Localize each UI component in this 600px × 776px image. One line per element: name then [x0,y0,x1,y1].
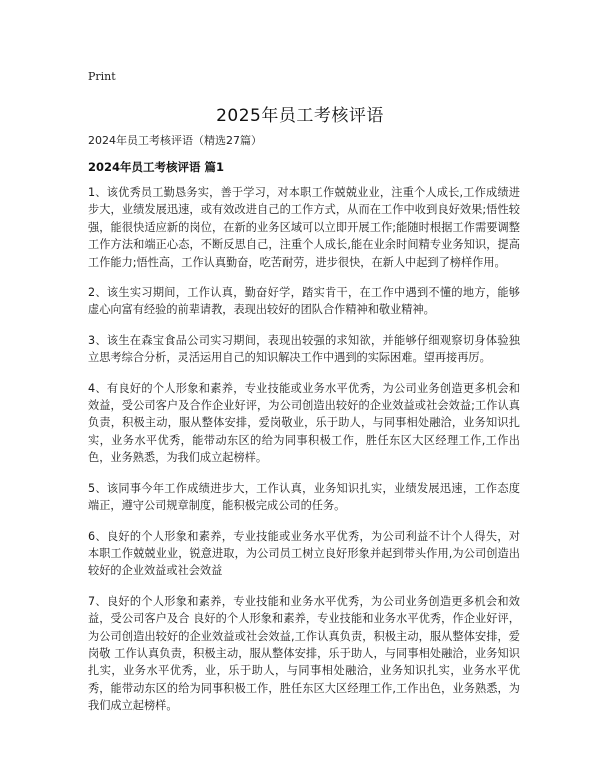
comment-paragraph-6: 6、良好的个人形象和素养，专业技能或业务水平优秀，为公司利益不计个人得失，对本职工作兢兢业业，锐意进取，为公司员工树立良好形象并起到带头作用,为公司创造出较好的企业效益或社会效益 [88,529,520,578]
document-subtitle: 2024年员工考核评语（精选27篇） [88,134,262,147]
page-title: 2025年员工考核评语 [216,106,384,126]
print-label[interactable]: Print [88,70,116,83]
comment-paragraph-1: 1、该优秀员工勤恳务实，善于学习，对本职工作兢兢业业，注重个人成长,工作成绩进步大，业绩发展迅速，或有效改进自己的工作方式，从而在工作中收到良好效果;悟性较强，能很快适应新的岗位，在新的业务区域可以立即开展工作;能随时根据工作需要调整工作方法和端正心态，不断反思自己，注重个人成长,能在业余时间精专业务知识，提高工作能力;悟性高，工作认真勤奋，吃苦耐劳，进步很快，在新人中起到了榜样作用。 [88,186,520,269]
comment-paragraph-3: 3、该生在森宝食品公司实习期间，表现出较强的求知欲，并能够仔细观察切身体验独立思考综合分析，灵活运用自己的知识解决工作中遇到的实际困难。望再接再厉。 [88,333,520,365]
comment-paragraph-7: 7、良好的个人形象和素养，专业技能和业务水平优秀，为公司业务创造更多机会和效益，受公司客户及合 良好的个人形象和素养，专业技能和业务水平优秀，作企业好评，为公司创造出较好的企业效益或社会效益,工作认真负责，积极主动，服从整体安排，爱岗敬 工作认真负责，积极主动，服从整体安排，乐于助人，与同事相处融洽，业务知识扎实，业务水平优秀，业，乐于助人，与同事相处融洽，业务知识扎实，业务水平优秀，能带动东区的给为同事积极工作，胜任东区大区经理工作,工作出色，业务熟悉，为我们成立起榜样。 [88,594,520,713]
comment-paragraph-5: 5、该同事今年工作成绩进步大，工作认真，业务知识扎实，业绩发展迅速，工作态度端正，遵守公司规章制度，能积极完成公司的任务。 [88,481,520,513]
comment-paragraph-2: 2、该生实习期间，工作认真，勤奋好学，踏实肯干，在工作中遇到不懂的地方，能够虚心向富有经验的前辈请教，表现出较好的团队合作精神和敬业精神。 [88,286,520,317]
comment-paragraph-4: 4、有良好的个人形象和素养，专业技能或业务水平优秀，为公司业务创造更多机会和效益，受公司客户及合作企业好评，为公司创造出较好的企业效益或社会效益;工作认真负责，积极主动，服从整体安排，爱岗敬业，乐于助人，与同事相处融洽，业务知识扎实，业务水平优秀，能带动东区的给为同事积极工作，胜任东区大区经理工作,工作出色，业务熟悉，为我们成立起榜样。 [88,381,520,465]
comment-list [88,184,520,728]
section-heading: 2024年员工考核评语 篇1 [88,160,225,174]
